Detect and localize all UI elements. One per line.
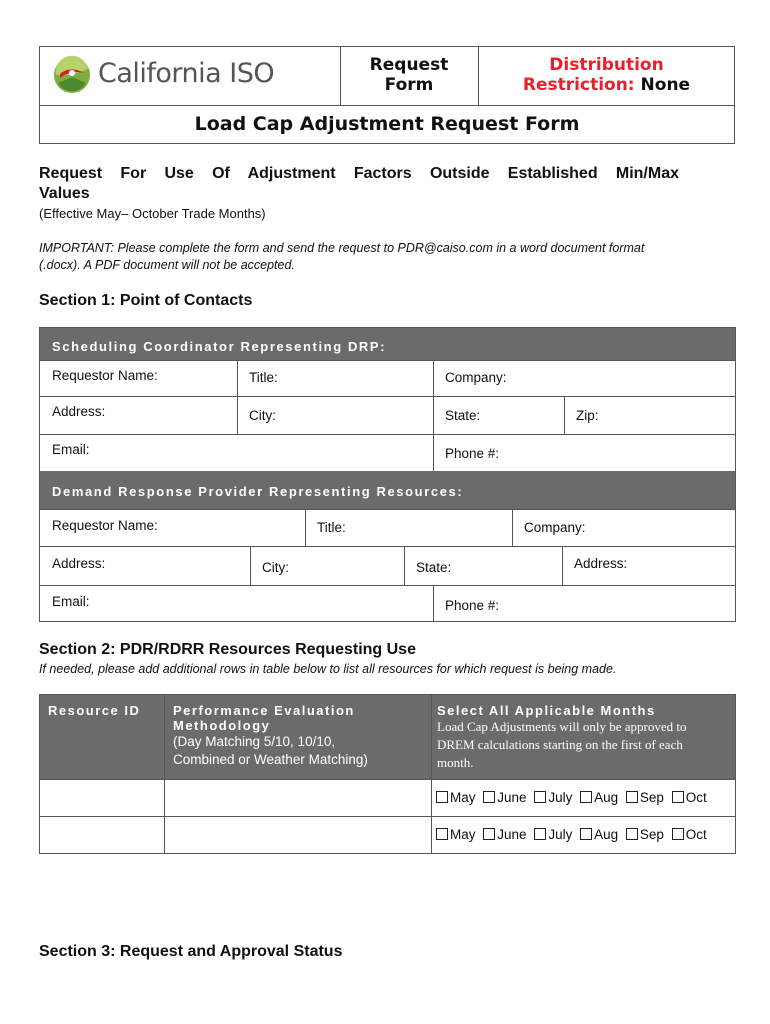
sc-title-field[interactable]: Title: xyxy=(249,370,278,385)
important-line1: IMPORTANT: Please complete the form and send the request to PDR@caiso.com in a word document format xyxy=(39,241,645,255)
sc-address-field[interactable]: Address: xyxy=(52,404,106,419)
month-july-checkbox[interactable] xyxy=(534,790,572,805)
checkbox-icon xyxy=(626,791,638,803)
distribution-restriction xyxy=(479,47,734,105)
drp-band: Demand Response Provider Representing Resources: xyxy=(40,471,735,509)
drp-company-field[interactable]: Company: xyxy=(524,520,586,535)
month-july-checkbox[interactable] xyxy=(534,827,572,842)
intro-heading-line2: Values xyxy=(39,185,90,202)
month-label: May xyxy=(450,827,476,842)
drp-address-field[interactable]: Address: xyxy=(52,556,106,571)
month-may-checkbox[interactable] xyxy=(436,790,476,805)
month-june-checkbox[interactable] xyxy=(483,790,526,805)
request-form-line1: Request xyxy=(369,55,449,75)
checkbox-icon xyxy=(672,828,684,840)
intro-heading-line1: Request For Use Of Adjustment Factors Outside Established Min/Max xyxy=(39,165,679,182)
header-top-row xyxy=(40,47,734,106)
resource-id-cell-row2[interactable] xyxy=(40,817,164,853)
month-oct-checkbox[interactable] xyxy=(672,827,707,842)
month-june-checkbox[interactable] xyxy=(483,827,526,842)
methodology-title-line2: Methodology xyxy=(173,718,271,733)
distribution-label: Restriction: xyxy=(522,75,635,95)
month-label: Sep xyxy=(639,790,664,805)
checkbox-icon xyxy=(580,828,592,840)
methodology-sub-line2: Combined or Weather Matching) xyxy=(173,752,368,767)
methodology-header xyxy=(165,695,431,779)
months-checklist-row1 xyxy=(436,790,711,805)
month-label: Oct xyxy=(685,790,707,805)
california-iso-logo-icon xyxy=(52,55,92,95)
checkbox-icon xyxy=(483,828,495,840)
section2-title: Section 2: PDR/RDRR Resources Requesting Use xyxy=(39,641,416,658)
sc-email-field[interactable]: Email: xyxy=(52,442,90,457)
month-label: June xyxy=(497,827,527,842)
month-label: June xyxy=(497,790,527,805)
methodology-cell-row1[interactable] xyxy=(165,780,431,816)
methodology-sub-line1: (Day Matching 5/10, 10/10, xyxy=(173,734,336,749)
checkbox-icon xyxy=(534,828,546,840)
drp-city-field[interactable]: City: xyxy=(262,560,289,575)
month-label: Oct xyxy=(685,827,707,842)
methodology-title-line1: Performance Evaluation xyxy=(173,703,355,718)
methodology-cell-row2[interactable] xyxy=(165,817,431,853)
sc-company-field[interactable]: Company: xyxy=(445,370,507,385)
distribution-line2 xyxy=(479,75,734,95)
point-of-contacts-table xyxy=(39,327,736,622)
month-label: Sep xyxy=(639,827,664,842)
month-label: May xyxy=(450,790,476,805)
effective-period: (Effective May– October Trade Months) xyxy=(39,206,266,221)
checkbox-icon xyxy=(672,791,684,803)
checkbox-icon xyxy=(436,791,448,803)
month-sep-checkbox[interactable] xyxy=(626,827,664,842)
months-checklist-row2 xyxy=(436,827,711,842)
drp-address2-field[interactable]: Address: xyxy=(574,556,628,571)
month-aug-checkbox[interactable] xyxy=(580,790,618,805)
months-title: Select All Applicable Months xyxy=(437,703,656,718)
drp-title-field[interactable]: Title: xyxy=(317,520,346,535)
month-label: July xyxy=(548,790,573,805)
distribution-line1: Distribution xyxy=(549,55,664,75)
sc-phone-field[interactable]: Phone #: xyxy=(445,446,500,461)
drp-email-field[interactable]: Email: xyxy=(52,594,90,609)
month-may-checkbox[interactable] xyxy=(436,827,476,842)
sc-state-field[interactable]: State: xyxy=(445,408,481,423)
month-label: July xyxy=(548,827,573,842)
month-sep-checkbox[interactable] xyxy=(626,790,664,805)
checkbox-icon xyxy=(436,828,448,840)
sc-band: Scheduling Coordinator Representing DRP: xyxy=(40,328,735,360)
checkbox-icon xyxy=(580,791,592,803)
request-form-label xyxy=(340,47,479,105)
section2-note: If needed, please add additional rows in table below to list all resources for which request is being made. xyxy=(39,662,617,676)
months-header xyxy=(432,695,735,779)
months-sub-line2: DREM calculations starting on the first of each xyxy=(437,737,683,752)
month-oct-checkbox[interactable] xyxy=(672,790,707,805)
sc-city-field[interactable]: City: xyxy=(249,408,276,423)
section3-title: Section 3: Request and Approval Status xyxy=(39,943,343,960)
sc-zip-field[interactable]: Zip: xyxy=(576,408,599,423)
drp-requestor-name-field[interactable]: Requestor Name: xyxy=(52,518,158,533)
header-box xyxy=(39,46,735,144)
month-label: Aug xyxy=(594,827,619,842)
checkbox-icon xyxy=(626,828,638,840)
logo-cell xyxy=(40,47,341,105)
resource-id-label: Resource ID xyxy=(48,703,141,718)
important-note xyxy=(39,240,739,274)
section1-title: Section 1: Point of Contacts xyxy=(39,292,253,309)
sc-requestor-name-field[interactable]: Requestor Name: xyxy=(52,368,158,383)
logo-text: California ISO xyxy=(98,58,275,89)
months-sub-line1: Load Cap Adjustments will only be approved to xyxy=(437,719,687,734)
resource-id-cell-row1[interactable] xyxy=(40,780,164,816)
checkbox-icon xyxy=(534,791,546,803)
form-title: Load Cap Adjustment Request Form xyxy=(194,113,580,135)
month-label: Aug xyxy=(594,790,619,805)
months-sub-line3: month. xyxy=(437,755,474,770)
distribution-value: None xyxy=(640,75,691,95)
request-form-line2: Form xyxy=(384,75,434,95)
intro-heading xyxy=(39,164,735,204)
resource-id-header xyxy=(40,695,164,779)
drp-state-field[interactable]: State: xyxy=(416,560,452,575)
checkbox-icon xyxy=(483,791,495,803)
important-line2: (.docx). A PDF document will not be accepted. xyxy=(39,258,295,272)
resources-table xyxy=(39,694,736,854)
month-aug-checkbox[interactable] xyxy=(580,827,618,842)
drp-phone-field[interactable]: Phone #: xyxy=(445,598,500,613)
